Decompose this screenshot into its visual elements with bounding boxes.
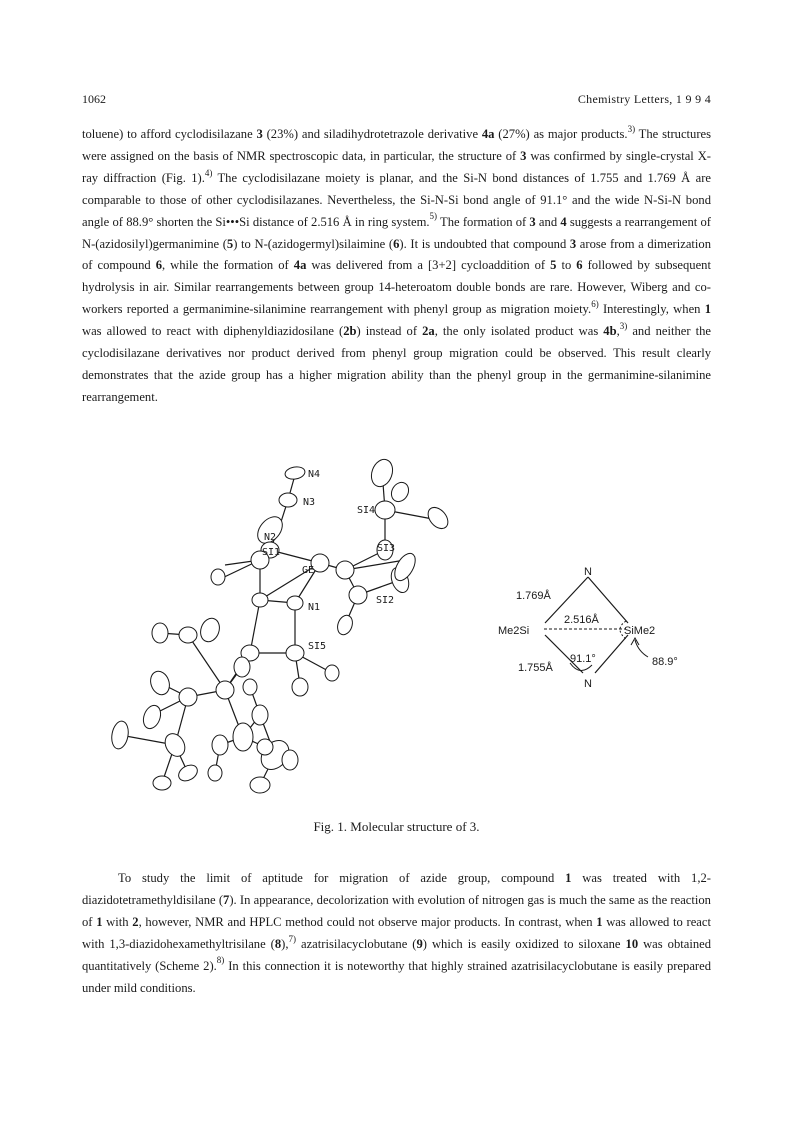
scheme-bond-top: 1.769Å xyxy=(516,590,551,602)
atom-label-si1: SI1 xyxy=(262,547,281,558)
scheme-left-si: Me2Si xyxy=(498,625,530,637)
paragraph-text: To study the limit of aptitude for migration of azide group, compound 1 was treated with 1,2-diazidotetramethyldisilane (7). In appearance, decolorization with evolution of nitrogen gas is much the same as the reaction of 1 with 2, however, NMR and HPLC method could not observe major products. In contrast, when 1 was allowed to react with 1,3-diazidohexamethyltrisilane (8),$^{7)}$ azatrisilacyclobutane (9) which is easily oxidized to siloxane 10 was obtained quantitatively (Scheme 2).$^{8)}$ In this connection it is noteworthy that highly strained azatrisilacyclobutane is easily prepared under mild conditions. xyxy=(82,871,712,995)
citation-ref: 8) xyxy=(216,955,225,966)
atom-label-n3: N3 xyxy=(303,497,316,508)
atom-label-ge: GE xyxy=(302,565,315,576)
citation-ref: 6) xyxy=(591,299,599,310)
atom-label-n1: N1 xyxy=(308,602,321,613)
atom-label-si5: SI5 xyxy=(308,641,327,652)
citation-ref: 7) xyxy=(288,933,297,944)
page-number: 1062 xyxy=(82,92,106,106)
figure-caption: Fig. 1. Molecular structure of 3. xyxy=(313,819,480,834)
paragraph-2 xyxy=(82,868,711,999)
atom-label-n4: N4 xyxy=(308,469,321,480)
atom-label-si2: SI2 xyxy=(376,595,395,606)
atom-label-si4: SI4 xyxy=(357,505,376,516)
scheme-n-bottom: N xyxy=(584,678,592,690)
citation-ref: 4) xyxy=(204,167,213,178)
citation-ref: 5) xyxy=(429,211,438,222)
scheme-right-si: SiMe2 xyxy=(624,625,656,637)
scheme-bond-bottom: 1.755Å xyxy=(518,662,553,674)
scheme-n-top: N xyxy=(584,566,592,578)
atom-label-si3: SI3 xyxy=(377,543,396,554)
scheme-angle-si-n-si: 91.1° xyxy=(570,653,596,665)
paragraph-text: toluene) to afford cyclodisilazane 3 (23%) and siladihydrotetrazole derivative 4a (27%) as major products.$^{3)}$ The structures were assigned on the basis of NMR spectroscopic data, in particular, the structure of 3 was confirmed by single-crystal X-ray diffraction (Fig. 1).$^{4)}$ The cyclodisilazane moiety is planar, and the Si-N bond distances of 1.755 and 1.769 Å are comparable to those of other cyclodisilazanes. Nevertheless, the Si-N-Si bond angle of 91.1° and the wide N-Si-N bond angle of 88.9° shorten the Si•••Si distance of 2.516 Å in ring system.$^{5)}$ The formation of 3 and 4 suggests a rearrangement of N-(azidosilyl)germanimine (5) to N-(azidogermyl)silaimine (6). It is undoubted that compound 3 arose from a dimerization of compound 6, while the formation of 4a was delivered from a [3+2] cycloaddition of 5 to 6 followed by subsequent hydrolysis in air. Similar rearrangements between group 14-heteroatom double bonds are rare. However, Wiberg and co-workers reported a germanimine-silanimine rearrangement with phenyl group as migration moiety.$^{6)}$ Interestingly, when 1 was allowed to react with diphenyldiazidosilane (2b) instead of 2a, the only isolated product was 4b,$^{3)}$ and neither the cyclodisilazane derivatives nor product derived from phenyl group migration could be observed. This result clearly demonstrates that the azide group has a higher migration ability than the phenyl group in the germanimine-silanimine rearrangement. xyxy=(82,123,712,404)
scheme-angle-n-si-n: 88.9° xyxy=(652,656,678,668)
citation-ref: 3) xyxy=(619,320,628,331)
paragraph-1 xyxy=(82,124,711,409)
atom-label-n2: N2 xyxy=(264,532,277,543)
journal-title: Chemistry Letters, 1 9 9 4 xyxy=(577,92,711,106)
cyclodisilazane-scheme xyxy=(498,566,678,690)
molecular-structure-figure xyxy=(100,455,700,815)
citation-ref: 3) xyxy=(627,123,636,134)
figure-1 xyxy=(100,455,700,815)
scheme-si-si-distance: 2.516Å xyxy=(564,614,599,626)
